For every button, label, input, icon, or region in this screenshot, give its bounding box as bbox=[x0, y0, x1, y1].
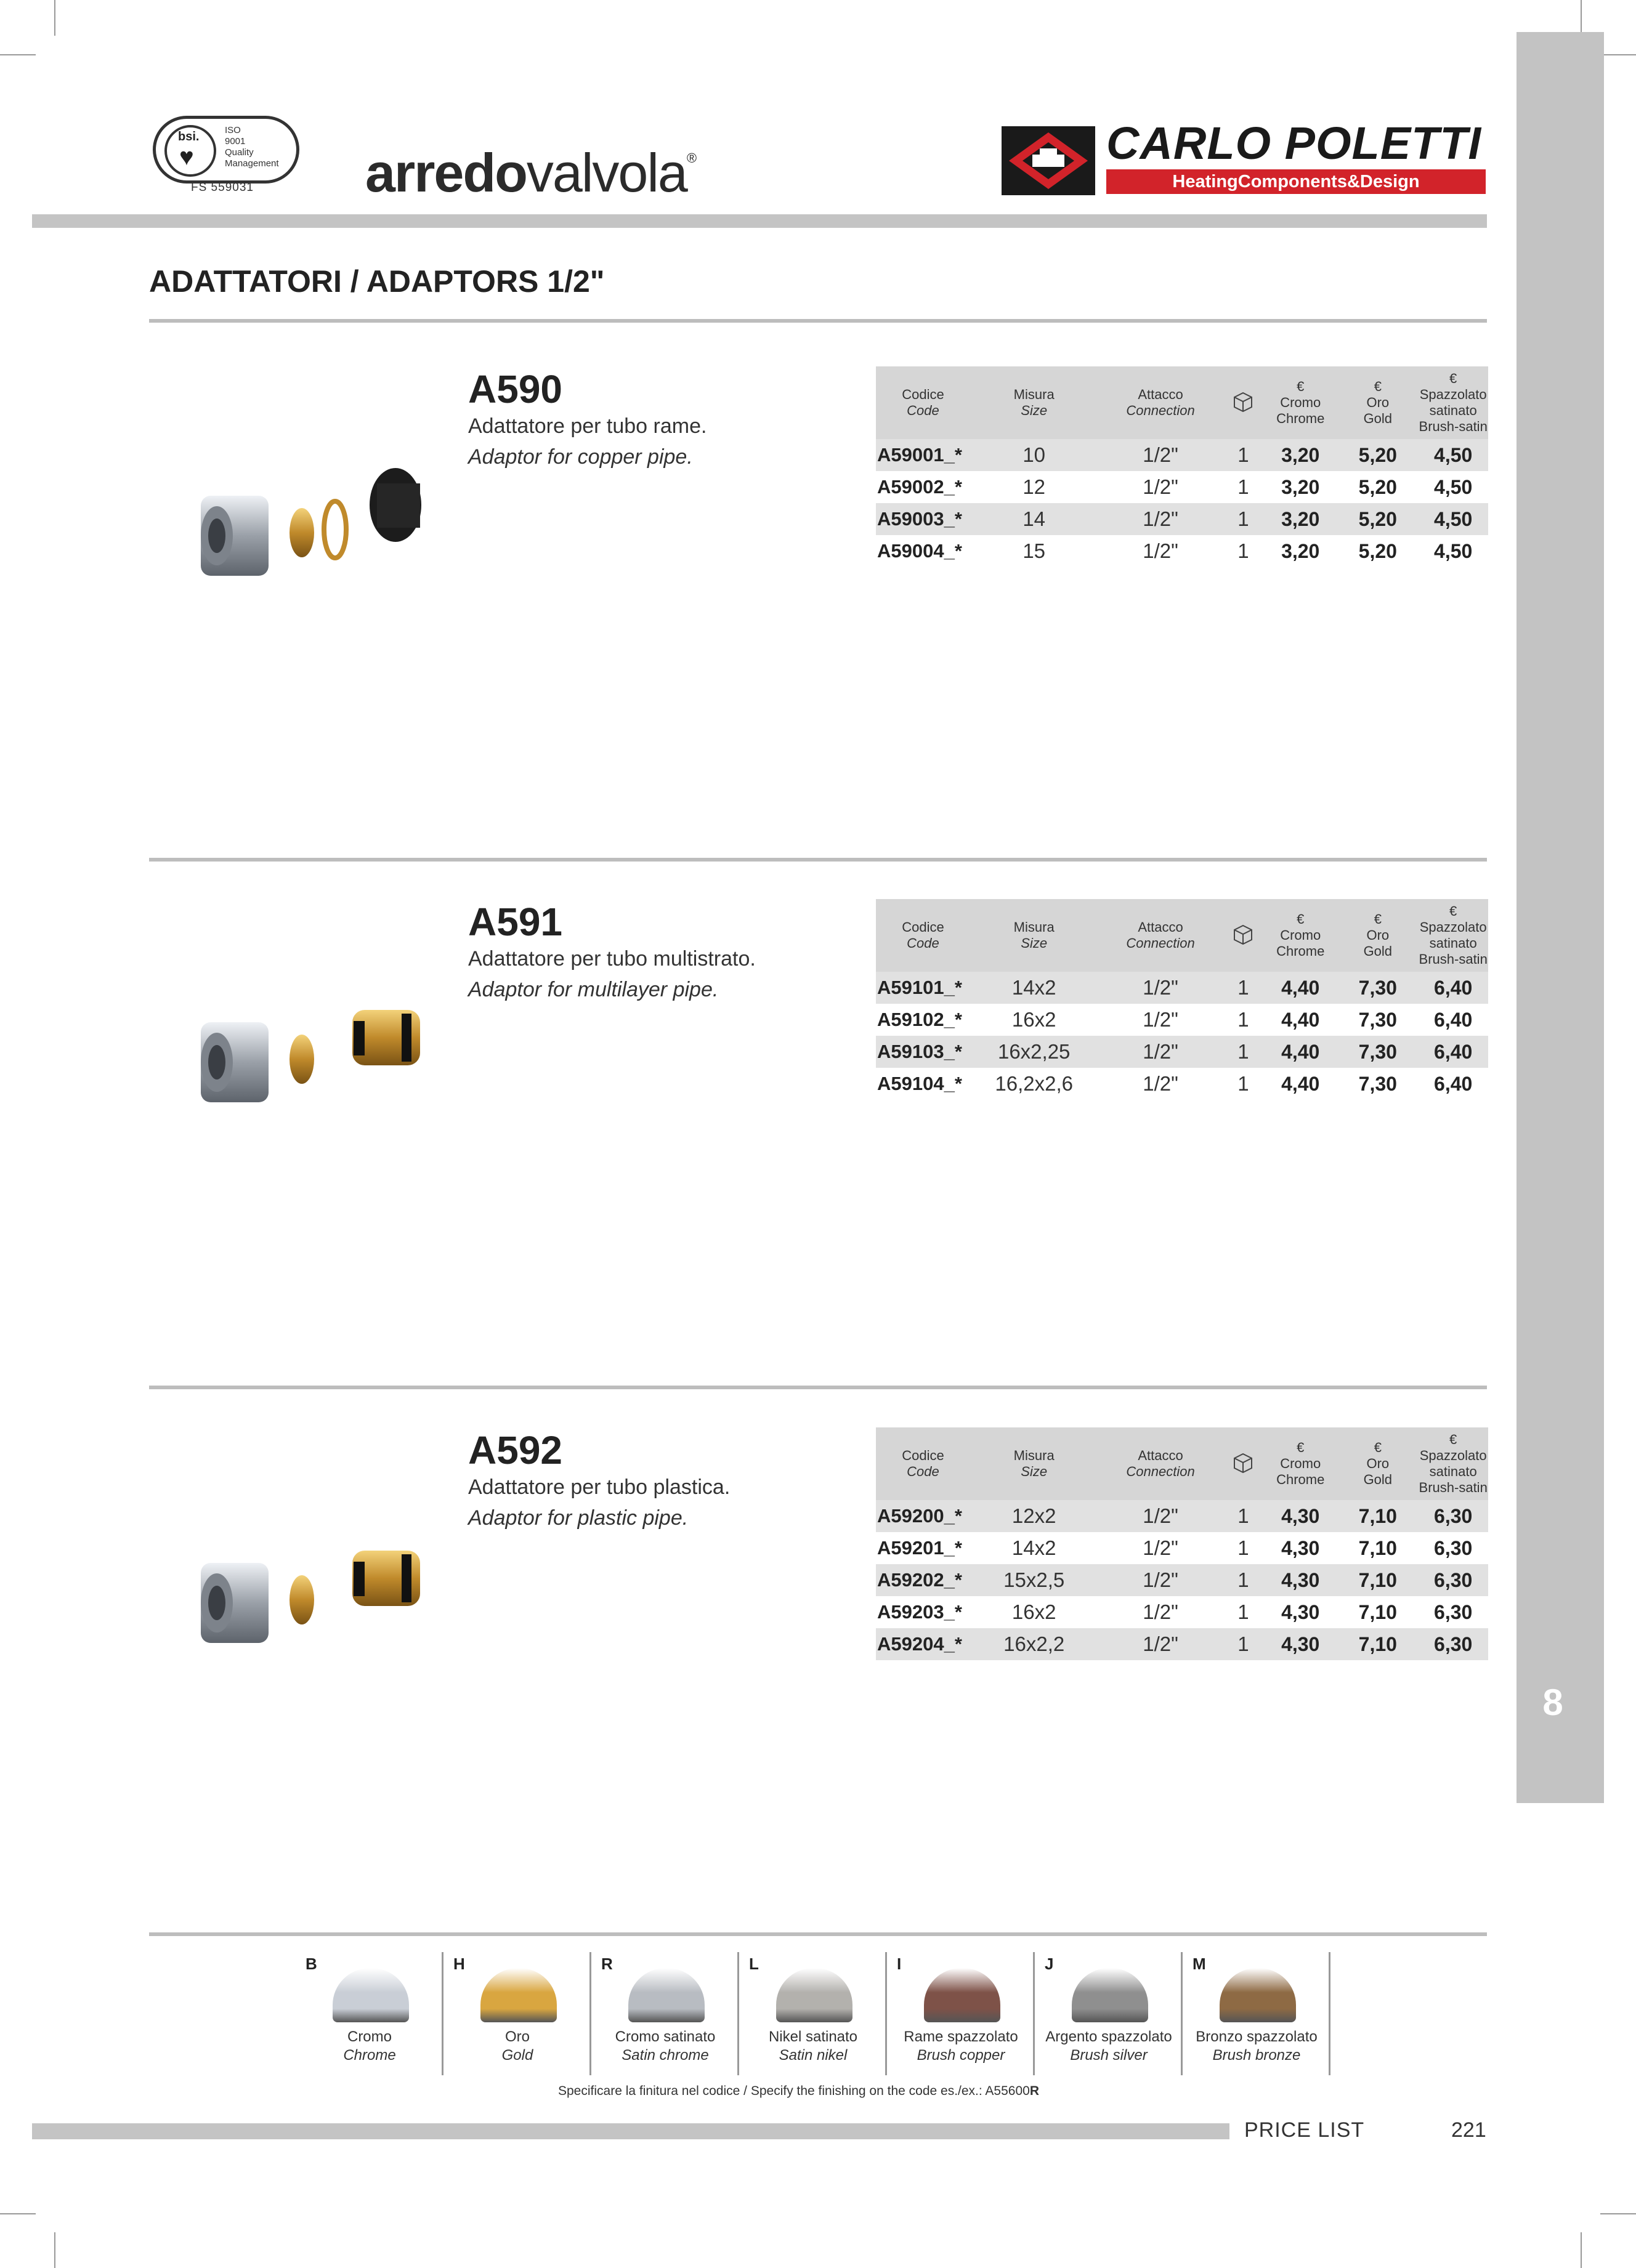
price-table bbox=[876, 1427, 1488, 1660]
price-table bbox=[876, 899, 1488, 1100]
header-text: Misura bbox=[1013, 1448, 1055, 1463]
cell-connection: 1/2" bbox=[1098, 1564, 1223, 1596]
package-box-icon bbox=[1231, 934, 1255, 949]
header-text: Spazzolato bbox=[1419, 387, 1487, 402]
header-text: Gold bbox=[1363, 943, 1393, 959]
cell-quantity: 1 bbox=[1223, 1564, 1264, 1596]
cell-quantity: 1 bbox=[1237, 539, 1249, 562]
cell-size: 14 bbox=[970, 503, 1098, 535]
finish-name-it: Bronzo spazzolato bbox=[1196, 2028, 1318, 2045]
package-box-icon bbox=[1231, 401, 1255, 416]
crop-mark bbox=[0, 54, 36, 55]
section-number: 8 bbox=[1542, 1682, 1563, 1723]
header-text: Misura bbox=[1013, 919, 1055, 935]
cell-price-gold: 7,30 bbox=[1337, 1036, 1418, 1068]
header-text: Cromo bbox=[1280, 395, 1321, 410]
cell-price-chrome: 3,20 bbox=[1263, 503, 1337, 535]
cell-quantity: 1 bbox=[1223, 503, 1264, 535]
section-separator bbox=[149, 858, 1487, 862]
product-description-it: Adattatore per tubo plastica. bbox=[468, 1475, 731, 1499]
header-text: Spazzolato bbox=[1419, 1448, 1487, 1463]
cell-price-chrome: 3,20 bbox=[1281, 475, 1320, 498]
header-text: € bbox=[1449, 903, 1457, 919]
cell-size: 14x2 bbox=[1011, 1536, 1056, 1559]
cell-price-gold: 7,30 bbox=[1358, 1008, 1397, 1031]
iso-line: 9001 bbox=[225, 136, 246, 147]
header-connection bbox=[1098, 366, 1223, 439]
cell-size: 15 bbox=[1022, 539, 1046, 562]
header-chrome bbox=[1263, 1427, 1337, 1500]
finish-cap-swatch bbox=[924, 1968, 1000, 2022]
header-text: € bbox=[1449, 371, 1457, 386]
heart-icon: ♥ bbox=[179, 143, 194, 171]
header-size bbox=[970, 899, 1098, 972]
iso-line: ISO bbox=[225, 125, 241, 135]
arredovalvola-logo bbox=[365, 142, 695, 204]
header-text: Brush-satin bbox=[1419, 1480, 1488, 1495]
header-text: Brush-satin bbox=[1419, 951, 1488, 967]
header-text: € bbox=[1297, 1440, 1305, 1455]
cell-price-brush: 4,50 bbox=[1418, 503, 1488, 535]
header-text: Attacco bbox=[1138, 387, 1183, 402]
finish-name-it: Argento spazzolato bbox=[1045, 2028, 1172, 2045]
finish-name-it: Rame spazzolato bbox=[904, 2028, 1018, 2045]
finish-letter: I bbox=[897, 1955, 902, 1973]
finish-name-en: Satin nikel bbox=[779, 2047, 848, 2064]
cell-code: A59201_* bbox=[877, 1537, 962, 1559]
finish-swatch-j bbox=[1035, 1952, 1183, 2075]
header-text: € bbox=[1449, 1432, 1457, 1447]
cell-price-gold: 7,10 bbox=[1337, 1628, 1418, 1660]
header-text: Gold bbox=[1363, 411, 1393, 426]
cell-connection: 1/2" bbox=[1143, 1536, 1178, 1559]
cell-connection: 1/2" bbox=[1098, 972, 1223, 1004]
header-text: Oro bbox=[1366, 395, 1390, 410]
cell-code: A59202_* bbox=[876, 1564, 970, 1596]
header-text: Oro bbox=[1366, 927, 1390, 943]
cell-connection: 1/2" bbox=[1098, 503, 1223, 535]
brand-bold: arredo bbox=[365, 142, 527, 203]
header-text: Chrome bbox=[1276, 1472, 1325, 1487]
section-side-tab bbox=[1517, 32, 1604, 1803]
bsi-label: bsi. bbox=[178, 130, 200, 143]
header-gold bbox=[1337, 899, 1418, 972]
finish-cap-swatch bbox=[628, 1968, 705, 2022]
cell-connection: 1/2" bbox=[1143, 1008, 1178, 1031]
cell-price-chrome: 4,40 bbox=[1281, 1072, 1320, 1095]
finish-name-en: Gold bbox=[501, 2047, 533, 2064]
table-row bbox=[876, 1564, 1488, 1596]
header-chrome bbox=[1263, 366, 1337, 439]
header-text: Attacco bbox=[1138, 919, 1183, 935]
cell-connection: 1/2" bbox=[1098, 1628, 1223, 1660]
finish-letter: B bbox=[306, 1955, 317, 1973]
cell-size: 15x2,5 bbox=[970, 1564, 1098, 1596]
cell-size: 16x2,25 bbox=[970, 1036, 1098, 1068]
cell-connection: 1/2" bbox=[1143, 1072, 1178, 1095]
cell-price-chrome: 4,40 bbox=[1263, 972, 1337, 1004]
header-text: Cromo bbox=[1280, 927, 1321, 943]
cell-price-chrome: 3,20 bbox=[1281, 539, 1320, 562]
iso-cert-number: FS 559031 bbox=[191, 181, 254, 194]
header-connection bbox=[1098, 899, 1223, 972]
cell-price-chrome: 4,30 bbox=[1263, 1564, 1337, 1596]
cell-connection: 1/2" bbox=[1098, 439, 1223, 471]
product-image bbox=[192, 985, 463, 1121]
product-description-en: Adaptor for plastic pipe. bbox=[468, 1506, 689, 1530]
cell-size: 16x2,2 bbox=[970, 1628, 1098, 1660]
header-text: Size bbox=[1021, 935, 1048, 951]
header-text: Brush-satin bbox=[1419, 419, 1488, 434]
table-row bbox=[876, 503, 1488, 535]
table-row bbox=[876, 972, 1488, 1004]
cell-price-brush: 6,40 bbox=[1418, 972, 1488, 1004]
header-text: Size bbox=[1021, 403, 1048, 418]
table-row bbox=[876, 1628, 1488, 1660]
finish-cap-swatch bbox=[776, 1968, 852, 2022]
header-text: Size bbox=[1021, 1464, 1048, 1479]
finish-name-en: Brush bronze bbox=[1212, 2047, 1301, 2064]
header-text: Cromo bbox=[1280, 1456, 1321, 1471]
cell-quantity: 1 bbox=[1223, 1628, 1264, 1660]
product-image bbox=[192, 1526, 463, 1661]
cell-price-chrome: 4,40 bbox=[1263, 1036, 1337, 1068]
cell-code: A59102_* bbox=[877, 1009, 962, 1030]
cell-quantity: 1 bbox=[1237, 1600, 1249, 1623]
finish-note-text: Specificare la finitura nel codice / Specify the finishing on the code es./ex.: A55600 bbox=[558, 2084, 1030, 2098]
cell-code: A59204_* bbox=[876, 1628, 970, 1660]
iso-line: Quality bbox=[225, 147, 254, 158]
header-chrome bbox=[1263, 899, 1337, 972]
iso-lines bbox=[225, 125, 279, 169]
cell-price-brush: 4,50 bbox=[1434, 475, 1473, 498]
finish-cap-swatch bbox=[480, 1968, 557, 2022]
cell-connection: 1/2" bbox=[1098, 1036, 1223, 1068]
cell-connection: 1/2" bbox=[1143, 1600, 1178, 1623]
cell-code: A59101_* bbox=[876, 972, 970, 1004]
table-header-row bbox=[876, 366, 1488, 439]
header-text: Connection bbox=[1126, 403, 1195, 418]
header-text: € bbox=[1297, 911, 1305, 927]
price-list-label: PRICE LIST bbox=[1244, 2118, 1365, 2142]
package-box-icon bbox=[1231, 1462, 1255, 1477]
header-text: Attacco bbox=[1138, 1448, 1183, 1463]
table-header-row bbox=[876, 1427, 1488, 1500]
header-code bbox=[876, 366, 970, 439]
table-row bbox=[876, 535, 1488, 567]
header-text: Code bbox=[907, 935, 939, 951]
cell-price-brush: 6,40 bbox=[1434, 1072, 1473, 1095]
cell-price-chrome: 4,40 bbox=[1281, 1008, 1320, 1031]
product-code: A591 bbox=[468, 900, 562, 944]
finish-name-it: Cromo satinato bbox=[615, 2028, 716, 2045]
company-name: CARLO POLETTI bbox=[1106, 118, 1482, 169]
cell-quantity: 1 bbox=[1223, 972, 1264, 1004]
cell-size: 12 bbox=[1022, 475, 1046, 498]
table-header-row bbox=[876, 899, 1488, 972]
crop-mark bbox=[1581, 0, 1582, 36]
section-separator bbox=[149, 1386, 1487, 1389]
cell-code: A59002_* bbox=[877, 476, 962, 498]
header-text: satinato bbox=[1429, 403, 1477, 418]
header-text: Code bbox=[907, 403, 939, 418]
header-code bbox=[876, 899, 970, 972]
cell-connection: 1/2" bbox=[1143, 475, 1178, 498]
cell-code: A59103_* bbox=[876, 1036, 970, 1068]
header-text: Chrome bbox=[1276, 411, 1325, 426]
header-text: Chrome bbox=[1276, 943, 1325, 959]
header-text: Gold bbox=[1363, 1472, 1393, 1487]
product-code: A592 bbox=[468, 1428, 562, 1472]
header-package bbox=[1223, 899, 1264, 972]
crop-mark bbox=[0, 2213, 36, 2214]
page-title: ADATTATORI / ADAPTORS 1/2" bbox=[149, 264, 605, 299]
cell-price-gold: 5,20 bbox=[1358, 475, 1397, 498]
cell-price-chrome: 4,30 bbox=[1263, 1500, 1337, 1532]
cell-quantity: 1 bbox=[1237, 1072, 1249, 1095]
header-text: Codice bbox=[902, 919, 944, 935]
cell-price-chrome: 3,20 bbox=[1263, 439, 1337, 471]
finish-cap-swatch bbox=[333, 1968, 409, 2022]
header-text: Spazzolato bbox=[1419, 919, 1487, 935]
header-text: Connection bbox=[1126, 935, 1195, 951]
product-image bbox=[192, 459, 463, 594]
registered-mark: ® bbox=[686, 150, 696, 166]
table-row bbox=[876, 1004, 1488, 1036]
table-row bbox=[876, 1500, 1488, 1532]
finish-letter: J bbox=[1045, 1955, 1054, 1973]
crop-mark bbox=[1581, 2232, 1582, 2268]
cell-price-brush: 4,50 bbox=[1434, 539, 1473, 562]
cell-quantity: 1 bbox=[1223, 439, 1264, 471]
header-text: Misura bbox=[1013, 387, 1055, 402]
header-text: Code bbox=[907, 1464, 939, 1479]
finish-letter: H bbox=[453, 1955, 465, 1973]
finish-swatch-m bbox=[1183, 1952, 1330, 2075]
company-tagline: HeatingComponents&Design bbox=[1106, 169, 1486, 194]
header-text: Connection bbox=[1126, 1464, 1195, 1479]
cell-price-gold: 7,30 bbox=[1358, 1072, 1397, 1095]
finish-cap-swatch bbox=[1220, 1968, 1296, 2022]
finish-name-it: Nikel satinato bbox=[768, 2028, 858, 2045]
header-code bbox=[876, 1427, 970, 1500]
cell-price-gold: 7,10 bbox=[1337, 1564, 1418, 1596]
finish-letter: R bbox=[601, 1955, 613, 1973]
header-package bbox=[1223, 366, 1264, 439]
cell-price-chrome: 4,30 bbox=[1263, 1628, 1337, 1660]
table-row bbox=[876, 1596, 1488, 1628]
cell-quantity: 1 bbox=[1237, 475, 1249, 498]
cell-size: 14x2 bbox=[970, 972, 1098, 1004]
finish-swatch-r bbox=[591, 1952, 739, 2075]
table-row bbox=[876, 1036, 1488, 1068]
cell-connection: 1/2" bbox=[1098, 1500, 1223, 1532]
header-gold bbox=[1337, 1427, 1418, 1500]
cell-price-brush: 4,50 bbox=[1418, 439, 1488, 471]
cell-size: 16x2 bbox=[1011, 1600, 1056, 1623]
product-code: A590 bbox=[468, 367, 562, 411]
header-brush-satin bbox=[1418, 366, 1488, 439]
header-text: € bbox=[1374, 911, 1382, 927]
product-description-it: Adattatore per tubo multistrato. bbox=[468, 947, 756, 971]
header-size bbox=[970, 1427, 1098, 1500]
cell-price-brush: 6,30 bbox=[1418, 1564, 1488, 1596]
header-text: Oro bbox=[1366, 1456, 1390, 1471]
iso-certification-logo bbox=[153, 116, 299, 184]
cell-price-gold: 5,20 bbox=[1337, 439, 1418, 471]
finish-name-en: Brush copper bbox=[917, 2047, 1005, 2064]
cell-code: A59203_* bbox=[877, 1601, 962, 1623]
finish-name-en: Satin chrome bbox=[622, 2047, 709, 2064]
header-text: € bbox=[1374, 1440, 1382, 1455]
finish-name-en: Chrome bbox=[343, 2047, 396, 2064]
cell-price-gold: 7,30 bbox=[1337, 972, 1418, 1004]
header-text: satinato bbox=[1429, 1464, 1477, 1479]
cell-code: A59200_* bbox=[876, 1500, 970, 1532]
cell-price-brush: 6,30 bbox=[1434, 1600, 1473, 1623]
finish-name-it: Oro bbox=[504, 2028, 530, 2045]
finish-name-en: Brush silver bbox=[1070, 2047, 1148, 2064]
cell-quantity: 1 bbox=[1223, 1500, 1264, 1532]
carlo-poletti-mark-icon bbox=[1002, 126, 1095, 195]
finish-swatch-l bbox=[739, 1952, 887, 2075]
table-row bbox=[876, 1068, 1488, 1100]
brand-light: valvola bbox=[526, 142, 687, 203]
header-divider-bar bbox=[32, 214, 1487, 228]
header-text: € bbox=[1374, 379, 1382, 394]
finish-name-it: Cromo bbox=[347, 2028, 392, 2045]
cell-quantity: 1 bbox=[1237, 1008, 1249, 1031]
cell-quantity: 1 bbox=[1237, 1536, 1249, 1559]
product-description-en: Adaptor for copper pipe. bbox=[468, 445, 693, 469]
crop-mark bbox=[1600, 2213, 1636, 2214]
iso-line: Management bbox=[225, 158, 279, 169]
cell-price-gold: 7,10 bbox=[1358, 1536, 1397, 1559]
cell-price-brush: 6,30 bbox=[1418, 1500, 1488, 1532]
cell-price-brush: 6,30 bbox=[1434, 1536, 1473, 1559]
cell-size: 12x2 bbox=[970, 1500, 1098, 1532]
cell-code: A59003_* bbox=[876, 503, 970, 535]
finish-swatch-i bbox=[887, 1952, 1035, 2075]
header-brush-satin bbox=[1418, 899, 1488, 972]
cell-code: A59104_* bbox=[877, 1073, 962, 1094]
price-table bbox=[876, 366, 1488, 567]
finish-cap-swatch bbox=[1072, 1968, 1148, 2022]
cell-code: A59004_* bbox=[877, 540, 962, 562]
finish-swatch-h bbox=[443, 1952, 591, 2075]
header-gold bbox=[1337, 366, 1418, 439]
cell-price-brush: 6,30 bbox=[1418, 1628, 1488, 1660]
cell-price-brush: 6,40 bbox=[1434, 1008, 1473, 1031]
page-number: 221 bbox=[1451, 2118, 1486, 2142]
footer-bar bbox=[32, 2123, 1229, 2139]
crop-mark bbox=[54, 2232, 55, 2268]
cell-quantity: 1 bbox=[1223, 1036, 1264, 1068]
cell-size: 10 bbox=[970, 439, 1098, 471]
section-separator bbox=[149, 319, 1487, 323]
cell-price-chrome: 4,30 bbox=[1281, 1536, 1320, 1559]
finish-swatch-b bbox=[296, 1952, 443, 2075]
header-text: Codice bbox=[902, 387, 944, 402]
product-description-it: Adattatore per tubo rame. bbox=[468, 414, 707, 438]
finishes-legend bbox=[296, 1952, 1330, 2075]
header-size bbox=[970, 366, 1098, 439]
cell-code: A59001_* bbox=[876, 439, 970, 471]
cell-price-gold: 5,20 bbox=[1358, 539, 1397, 562]
table-row bbox=[876, 1532, 1488, 1564]
finish-letter: L bbox=[749, 1955, 759, 1973]
table-row bbox=[876, 471, 1488, 503]
cell-price-chrome: 4,30 bbox=[1281, 1600, 1320, 1623]
header-text: Codice bbox=[902, 1448, 944, 1463]
header-text: satinato bbox=[1429, 935, 1477, 951]
header-package bbox=[1223, 1427, 1264, 1500]
cell-price-gold: 7,10 bbox=[1337, 1500, 1418, 1532]
finishes-separator bbox=[149, 1932, 1487, 1936]
cell-price-gold: 7,10 bbox=[1358, 1600, 1397, 1623]
finish-note-code-suffix: R bbox=[1029, 2084, 1039, 2098]
finish-note bbox=[558, 2084, 1039, 2099]
cell-connection: 1/2" bbox=[1143, 539, 1178, 562]
cell-price-brush: 6,40 bbox=[1418, 1036, 1488, 1068]
crop-mark bbox=[1600, 54, 1636, 55]
finish-letter: M bbox=[1193, 1955, 1206, 1973]
crop-mark bbox=[54, 0, 55, 36]
cell-price-gold: 5,20 bbox=[1337, 503, 1418, 535]
cell-size: 16x2 bbox=[1011, 1008, 1056, 1031]
header-brush-satin bbox=[1418, 1427, 1488, 1500]
header-connection bbox=[1098, 1427, 1223, 1500]
product-description-en: Adaptor for multilayer pipe. bbox=[468, 978, 719, 1001]
cell-size: 16,2x2,6 bbox=[995, 1072, 1073, 1095]
header-text: € bbox=[1297, 379, 1305, 394]
table-row bbox=[876, 439, 1488, 471]
